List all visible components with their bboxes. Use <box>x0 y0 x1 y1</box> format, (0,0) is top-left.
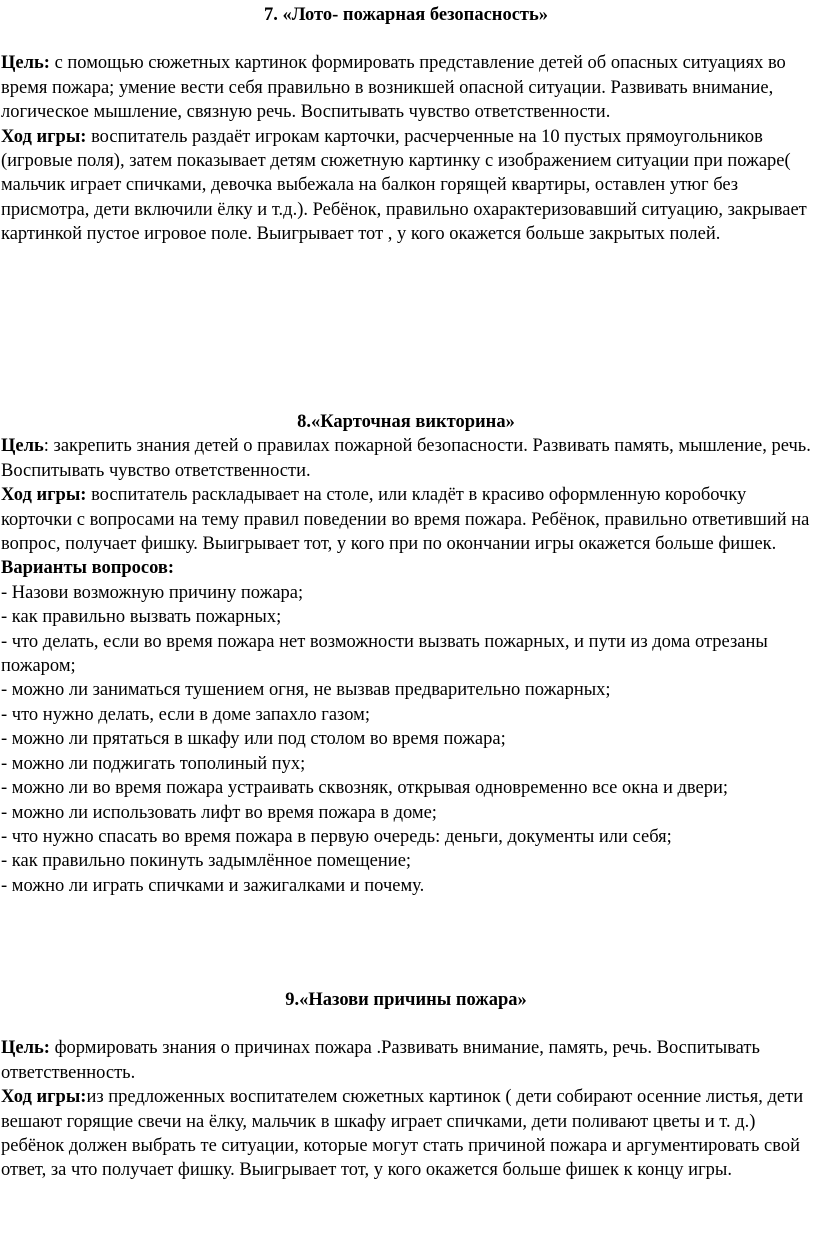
question-item: - как правильно покинуть задымлённое помещение; <box>1 851 412 872</box>
course-label: Ход игры: <box>1 126 87 147</box>
variants-heading <box>1 556 811 580</box>
section-8 <box>1 410 811 898</box>
goal-text: с помощью сюжетных картинок формировать представление детей об опасных ситуациях во время пожара; умение вести себя правильно в возникшей опасной ситуации. Развивать внимание, логическое мышление, связную речь. Воспитывать чувство ответственности. <box>1 53 786 123</box>
goal-label: Цель: <box>1 53 50 74</box>
course-text: воспитатель раскладывает на столе, или кладёт в красиво оформленную коробочку корточки с вопросами на тему правил поведении во время пожара. Ребёнок, правильно ответивший на вопрос, получает фишку. Выигрывает тот, у кого при по окончании игры окажется больше фишек. <box>1 485 810 555</box>
questions-list <box>1 581 811 898</box>
question-item: - можно ли поджигать тополиный пух; <box>1 753 306 774</box>
question-item: - можно ли прятаться в шкафу или под столом во время пожара; <box>1 729 506 750</box>
goal-label: Цель <box>1 436 44 457</box>
variants-label: Варианты вопросов: <box>1 558 175 579</box>
section-7-course <box>1 125 811 247</box>
section-9 <box>1 988 811 1183</box>
question-item: - как правильно вызвать пожарных; <box>1 607 282 628</box>
question-item: - что делать, если во время пожара нет возможности вызвать пожарных, и пути из дома отрезаны пожаром; <box>1 631 768 677</box>
course-text: из предложенных воспитателем сюжетных картинок ( дети собирают осенние листья, дети вешают горящие свечи на ёлку, мальчик в шкафу играет спичками, дети поливают цветы и т. д.) ребёнок должен выбрать те ситуации, которые могут стать причиной пожара и аргументировать свой ответ, за что получает фишку. Выигрывает тот, у кого окажется больше фишек к концу игры. <box>1 1087 804 1181</box>
goal-text: : закрепить знания детей о правилах пожарной безопасности. Развивать память, мышление, речь. Воспитывать чувство ответственности. <box>1 436 811 481</box>
section-8-course <box>1 483 811 556</box>
section-9-goal <box>1 1036 811 1085</box>
question-item: - можно ли во время пожара устраивать сквозняк, открывая одновременно все окна и двери; <box>1 778 729 799</box>
section-8-title: 8.«Карточная викторина» <box>297 412 515 432</box>
section-7 <box>1 3 811 247</box>
section-8-goal <box>1 434 811 483</box>
section-9-course <box>1 1085 811 1183</box>
course-label: Ход игры: <box>1 1087 87 1108</box>
goal-text: формировать знания о причинах пожара .Развивать внимание, память, речь. Воспитывать ответственность. <box>1 1038 760 1083</box>
course-text: воспитатель раздаёт игрокам карточки, расчерченные на 10 пустых прямоугольников (игровые поля), затем показывает детям сюжетную картинку с изображением ситуации при пожаре( мальчик играет спичками, девочка выбежала на балкон горящей квартиры, оставлен утюг без присмотра, дети включили ёлку и т.д.). Ребёнок, правильно охарактеризовавший ситуацию, закрывает картинкой пустое игровое поле. Выигрывает тот , у кого окажется больше закрытых полей. <box>1 126 807 245</box>
question-item: - можно ли использовать лифт во время пожара в доме; <box>1 802 437 823</box>
question-item: - Назови возможную причину пожара; <box>1 582 304 603</box>
section-7-title: 7. «Лото- пожарная безопасность» <box>263 5 549 25</box>
question-item: - что нужно спасать во время пожара в первую очередь: деньги, документы или себя; <box>1 826 672 847</box>
section-9-title: 9.«Назови причины пожара» <box>285 990 527 1010</box>
question-item: - можно ли заниматься тушением огня, не вызвав предварительно пожарных; <box>1 680 611 701</box>
question-item: - что нужно делать, если в доме запахло газом; <box>1 704 370 725</box>
section-7-goal <box>1 51 811 124</box>
goal-label: Цель: <box>1 1038 50 1059</box>
course-label: Ход игры: <box>1 485 87 506</box>
question-item: - можно ли играть спичками и зажигалками и почему. <box>1 875 425 896</box>
